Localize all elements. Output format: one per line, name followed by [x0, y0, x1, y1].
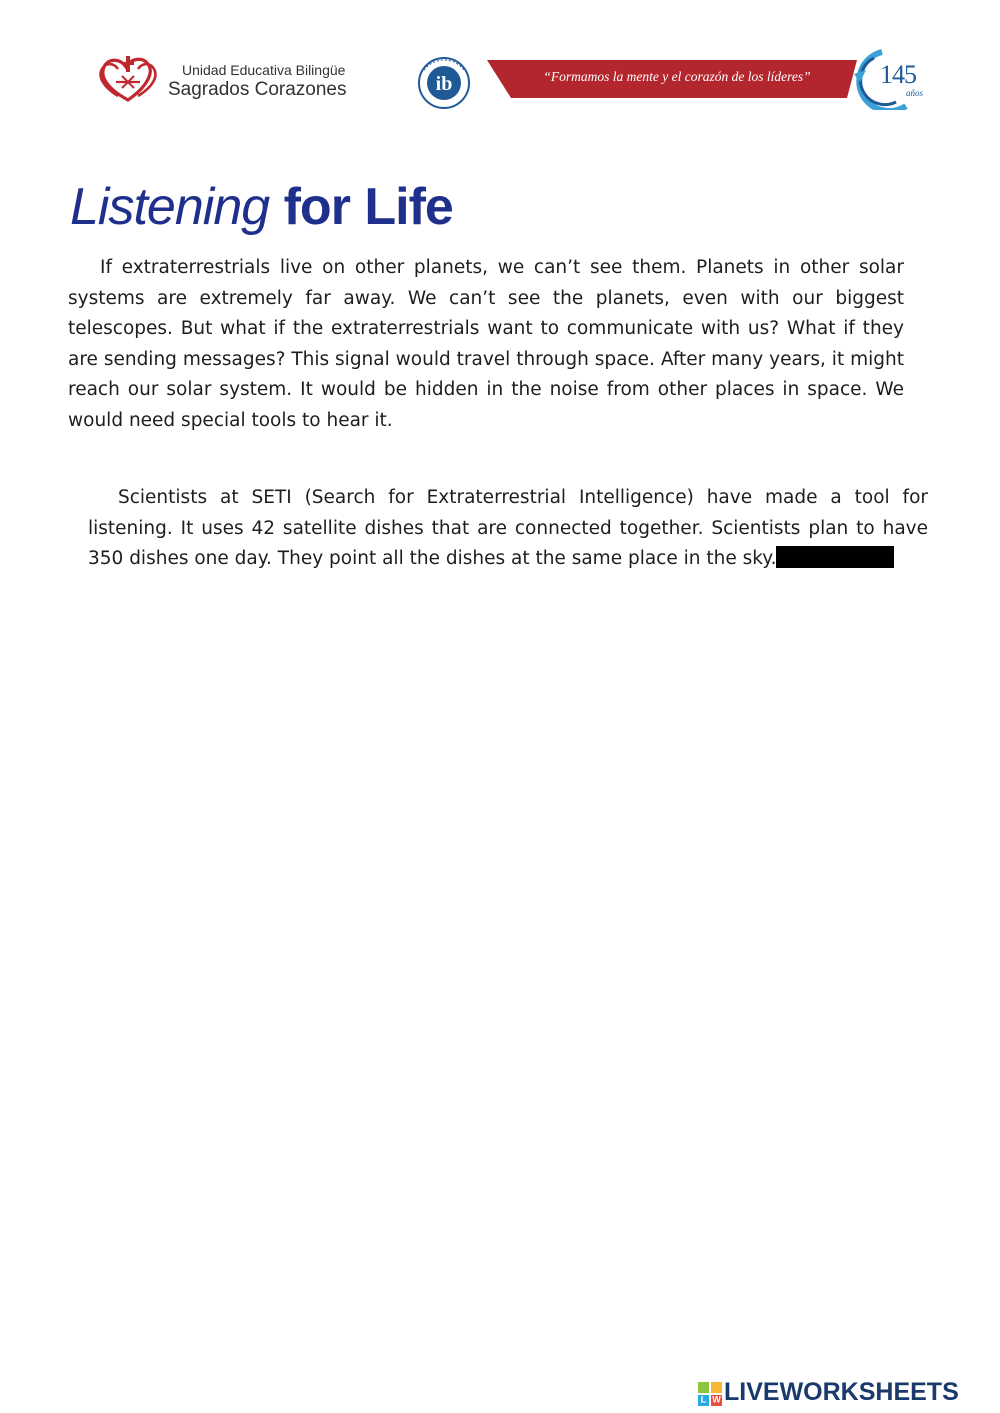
redaction-box: [776, 546, 894, 568]
sagrados-corazones-logo: [96, 52, 160, 106]
paragraph-2: [88, 483, 928, 575]
icon-letter-l: L: [700, 1394, 707, 1405]
school-name: [168, 62, 408, 101]
title-word-life: Life: [364, 178, 453, 236]
school-type: Unidad Educativa Bilingüe: [182, 62, 346, 78]
paragraph-1: If extraterrestrials live on other planets, we can’t see them. Planets in other solar systems are extremely far away. We can’t see the planets, even with our biggest telescopes. But what if the extraterrestrials want to communicate with us? What if they are sending messages? This signal would travel through space. After many years, it might reach our solar system. It would be hidden in the noise from other places in space. We would need special tools to hear it.: [68, 257, 904, 431]
svg-text:ib: ib: [435, 73, 453, 95]
school-title: Sagrados Corazones: [168, 79, 347, 100]
anniversary-number: 145: [880, 60, 916, 89]
anniversary-word: años: [906, 88, 924, 98]
icon-letter-w: W: [712, 1394, 721, 1405]
school-motto: “Formamos la mente y el corazón de los líderes”: [543, 69, 811, 84]
title-word-for: for: [283, 178, 350, 236]
liveworksheets-wordmark: LIVEWORKSHEETS: [724, 1378, 959, 1406]
liveworksheets-icon: [698, 1382, 722, 1406]
ib-world-school-logo: [412, 56, 476, 110]
title-word-listening: Listening: [70, 178, 270, 236]
paragraph-2-text: Scientists at SETI (Search for Extraterrestrial Intelligence) have made a tool for listening. It uses 42 satellite dishes that are connected together. Scientists plan to have 350 dishes one day. They point all the dishes at the same place in the sky.: [88, 487, 928, 570]
document-header: [0, 0, 1000, 130]
page-title: [70, 176, 453, 238]
